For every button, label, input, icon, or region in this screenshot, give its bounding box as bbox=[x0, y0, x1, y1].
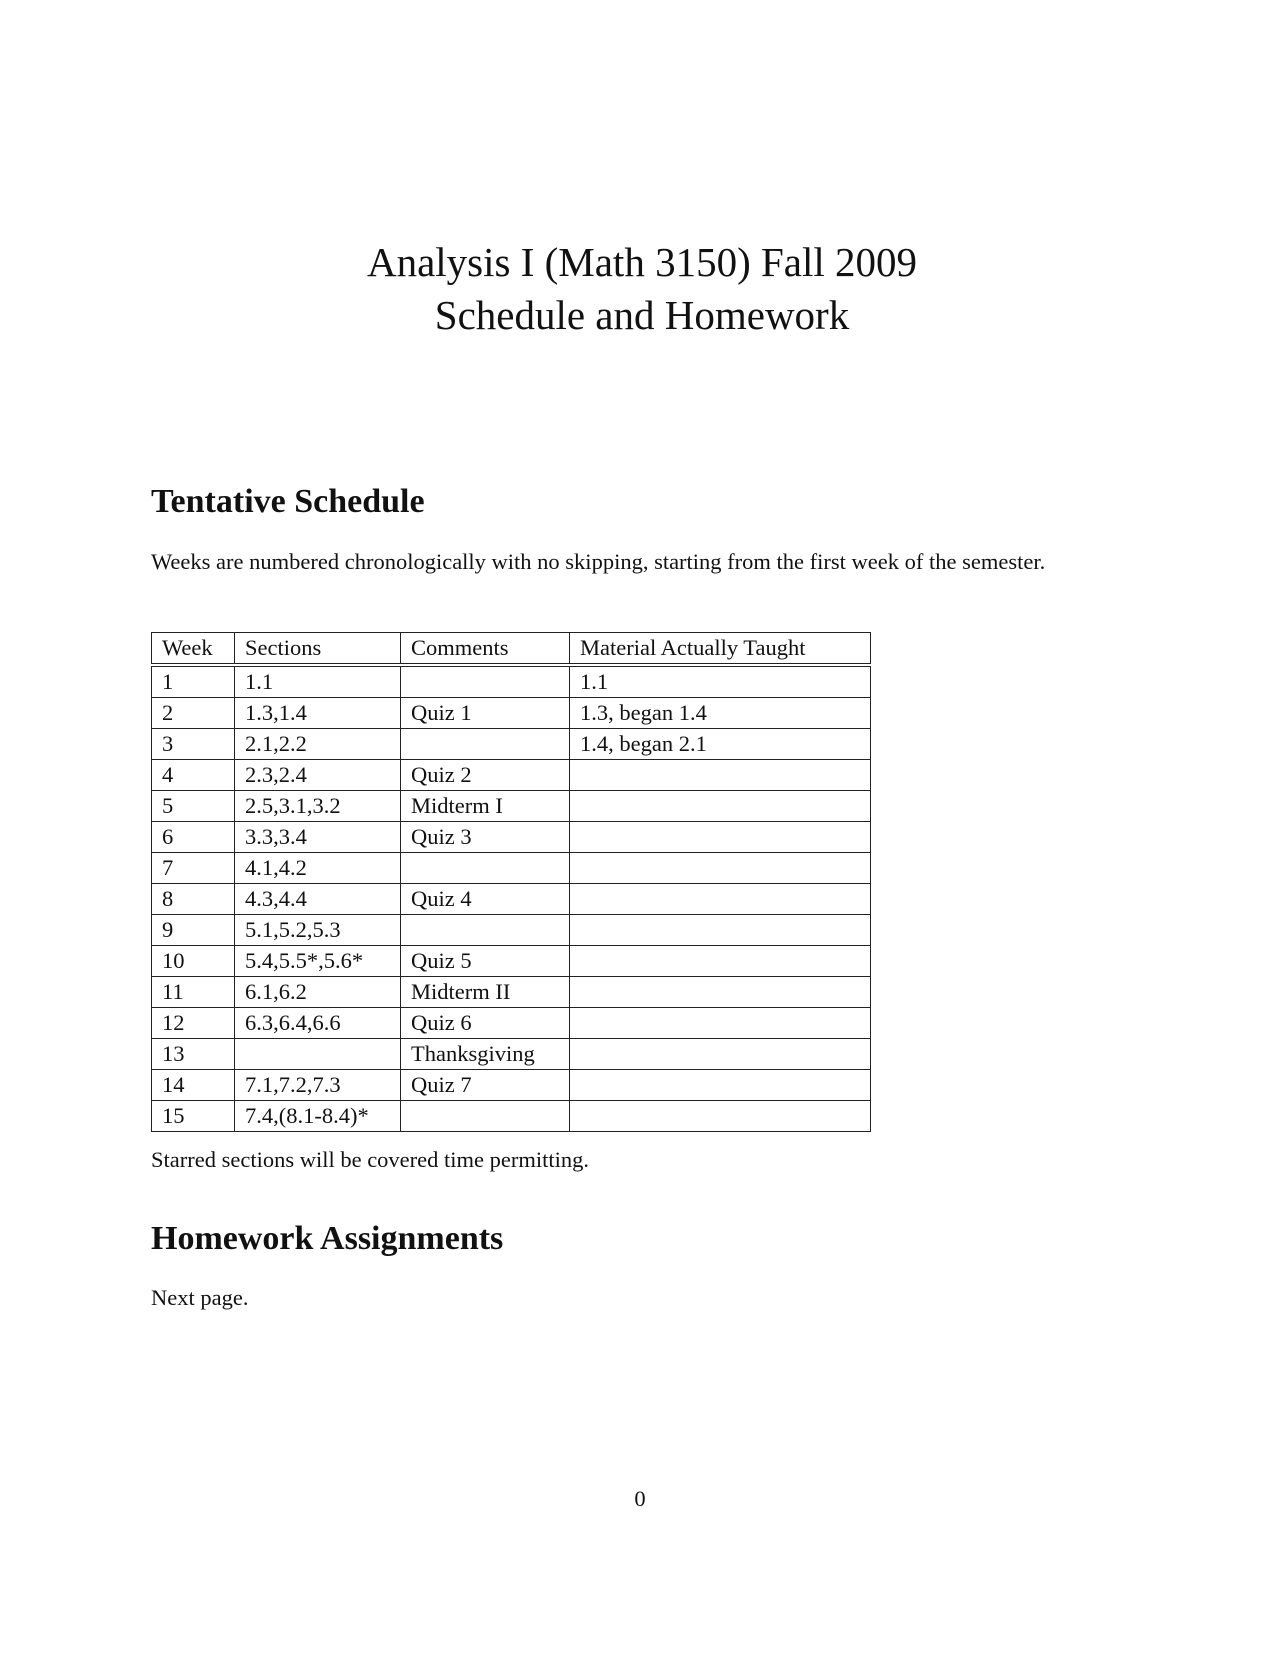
cell-comments bbox=[401, 1101, 570, 1132]
cell-week: 15 bbox=[152, 1101, 235, 1132]
column-header-material: Material Actually Taught bbox=[570, 633, 871, 666]
starred-note: Starred sections will be covered time permitting. bbox=[151, 1147, 590, 1172]
table-row bbox=[152, 915, 871, 946]
cell-sections: 2.3,2.4 bbox=[235, 760, 401, 791]
cell-week: 11 bbox=[152, 977, 235, 1008]
table-row bbox=[152, 760, 871, 791]
homework-heading: Homework Assignments bbox=[151, 1220, 504, 1257]
table-row bbox=[152, 1101, 871, 1132]
cell-material bbox=[570, 946, 871, 977]
cell-comments: Quiz 5 bbox=[401, 946, 570, 977]
cell-material bbox=[570, 1070, 871, 1101]
cell-material bbox=[570, 884, 871, 915]
cell-sections: 2.1,2.2 bbox=[235, 729, 401, 760]
cell-comments bbox=[401, 665, 570, 698]
cell-week: 12 bbox=[152, 1008, 235, 1039]
table-row bbox=[152, 822, 871, 853]
cell-comments: Quiz 3 bbox=[401, 822, 570, 853]
cell-material bbox=[570, 1008, 871, 1039]
schedule-intro: Weeks are numbered chronologically with no skipping, starting from the first week of the semester. bbox=[151, 549, 1046, 574]
schedule-heading: Tentative Schedule bbox=[151, 483, 425, 520]
table-row bbox=[152, 1070, 871, 1101]
cell-week: 3 bbox=[152, 729, 235, 760]
cell-material bbox=[570, 1101, 871, 1132]
cell-sections: 1.3,1.4 bbox=[235, 698, 401, 729]
cell-week: 14 bbox=[152, 1070, 235, 1101]
cell-week: 6 bbox=[152, 822, 235, 853]
cell-comments: Quiz 2 bbox=[401, 760, 570, 791]
cell-material bbox=[570, 791, 871, 822]
cell-week: 7 bbox=[152, 853, 235, 884]
table-row bbox=[152, 1039, 871, 1070]
table-row bbox=[152, 665, 871, 698]
cell-sections: 4.1,4.2 bbox=[235, 853, 401, 884]
document-subtitle: Schedule and Homework bbox=[434, 292, 850, 338]
cell-sections: 5.1,5.2,5.3 bbox=[235, 915, 401, 946]
column-header-sections: Sections bbox=[235, 633, 401, 666]
table-row bbox=[152, 853, 871, 884]
cell-sections: 7.4,(8.1-8.4)* bbox=[235, 1101, 401, 1132]
cell-sections: 6.3,6.4,6.6 bbox=[235, 1008, 401, 1039]
cell-week: 10 bbox=[152, 946, 235, 977]
cell-sections: 4.3,4.4 bbox=[235, 884, 401, 915]
cell-comments: Quiz 6 bbox=[401, 1008, 570, 1039]
cell-comments: Quiz 7 bbox=[401, 1070, 570, 1101]
cell-material bbox=[570, 760, 871, 791]
homework-text: Next page. bbox=[151, 1285, 249, 1310]
cell-sections: 7.1,7.2,7.3 bbox=[235, 1070, 401, 1101]
cell-comments: Midterm I bbox=[401, 791, 570, 822]
cell-sections bbox=[235, 1039, 401, 1070]
cell-sections: 3.3,3.4 bbox=[235, 822, 401, 853]
cell-week: 8 bbox=[152, 884, 235, 915]
table-row bbox=[152, 791, 871, 822]
cell-sections: 6.1,6.2 bbox=[235, 977, 401, 1008]
document-title: Analysis I (Math 3150) Fall 2009 bbox=[366, 239, 918, 285]
table-row bbox=[152, 698, 871, 729]
cell-week: 2 bbox=[152, 698, 235, 729]
cell-comments bbox=[401, 915, 570, 946]
table-row bbox=[152, 1008, 871, 1039]
table-row bbox=[152, 884, 871, 915]
cell-comments: Midterm II bbox=[401, 977, 570, 1008]
column-header-week: Week bbox=[152, 633, 235, 666]
cell-week: 4 bbox=[152, 760, 235, 791]
cell-comments: Quiz 1 bbox=[401, 698, 570, 729]
table-row bbox=[152, 946, 871, 977]
cell-material: 1.4, began 2.1 bbox=[570, 729, 871, 760]
cell-sections: 5.4,5.5*,5.6* bbox=[235, 946, 401, 977]
cell-comments bbox=[401, 853, 570, 884]
cell-material bbox=[570, 822, 871, 853]
cell-material bbox=[570, 977, 871, 1008]
cell-material bbox=[570, 1039, 871, 1070]
cell-material: 1.1 bbox=[570, 665, 871, 698]
cell-comments: Thanksgiving bbox=[401, 1039, 570, 1070]
page-number: 0 bbox=[634, 1486, 646, 1511]
cell-week: 1 bbox=[152, 665, 235, 698]
cell-material bbox=[570, 915, 871, 946]
cell-sections: 2.5,3.1,3.2 bbox=[235, 791, 401, 822]
cell-week: 9 bbox=[152, 915, 235, 946]
cell-week: 13 bbox=[152, 1039, 235, 1070]
cell-material bbox=[570, 853, 871, 884]
cell-sections: 1.1 bbox=[235, 665, 401, 698]
table-row bbox=[152, 729, 871, 760]
table-header-row bbox=[152, 633, 871, 666]
cell-week: 5 bbox=[152, 791, 235, 822]
schedule-table bbox=[151, 632, 871, 1132]
cell-comments bbox=[401, 729, 570, 760]
cell-comments: Quiz 4 bbox=[401, 884, 570, 915]
cell-material: 1.3, began 1.4 bbox=[570, 698, 871, 729]
table-row bbox=[152, 977, 871, 1008]
column-header-comments: Comments bbox=[401, 633, 570, 666]
